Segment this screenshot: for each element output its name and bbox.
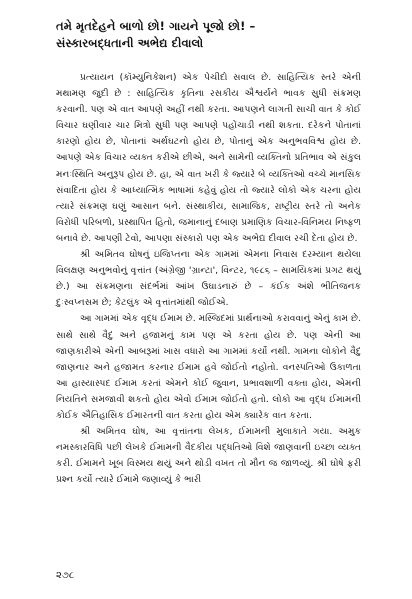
paragraph-2: શ્રી અમિતવ ઘોષનું ઇજિપ્તના એક ગામમાં એમના નિવાસ દરમ્યાન થયેલા વિલક્ષણ અનુભવોનું વૃત્તાંત (અંગ્રેજી 'ગ્રાન્ટા', વિન્ટર, ૧૯૮૬ – સામયિકમાં પ્રગટ થયું છે.) આ સંક્રમણના સંદર્ભમાં આંખ ઉઘાડનારું છે – કંઈક અંશે ભીતિજનક દુઃસ્વપ્નસમ છે; કેટલુંક એ વૃત્તાંતમાંથી જોઈએ. xyxy=(56,249,361,309)
heading-line-1: તમે મૃતદેહને બાળો છો! ગાયને પૂજો છો! – xyxy=(56,19,256,33)
body-text xyxy=(56,70,361,488)
paragraph-4: શ્રી અમિતવ ઘોષ, આ વૃત્તાંતના લેખક, ઈમામની મુલાકાતે ગયા. અમુક નમસ્કારવિધિ પછી લેખકે ઈમામની વૈદકીય પદ્ધતિઓ વિશે જાણવાની ઇચ્છા વ્યક્ત કરી. ઈમામને ખૂબ વિસ્મય થયું અને થોડી વખત તો મૌન જ જાળવ્યું. શ્રી ઘોષે ફરી પ્રશ્ન કર્યો ત્યારે ઈમામે જણાવ્યું કે ભારી xyxy=(56,426,361,486)
chapter-heading xyxy=(56,18,366,52)
paragraph-3: આ ગામમાં એક વૃદ્ધ ઈમામ છે. મસ્જિદમાં પ્રાર્થનાઓ કરાવવાનું એનું કામ છે. સાથે સાથે વૈદું અને હજામનું કામ પણ એ કરતા હોય છે. પણ એની આ જાણકારીએ એની આબરૂમાં ખાસ વધારો આ ગામમાં કર્યો નથી. ગામના લોકોને વૈદું જાણનાર અને હજામત કરનાર ઈમામ હવે જોઈતો નહોતો. વનસ્પતિઓ ઉકાળતા આ હાસ્યાસ્પદ ઈમામ કરતાં એમને કોઈ જુવાન, પ્રભાવશાળી વક્તા હોય, એમની નિયતિને સમજાવી શકતો હોય એવો ઈમામ જોઈતો હતો. લોકો આ વૃદ્ધ ઈમામની કોઈક ઐતિહાસિક ઈમારતની વાત કરતા હોય એમ ક્યારેક વાત કરતા. xyxy=(56,313,361,421)
page-number: ૨૭૮ xyxy=(56,570,75,581)
heading-line-2: સંસ્કારબદ્ધતાની અભેદ્ય દીવાલો xyxy=(56,36,204,50)
paragraph-1: પ્રત્યાયન (કૉમ્યુનિકેશન) એક પેચીદો સવાલ છે. સાહિત્યિક સ્તરે એની મથામણ જુદી છે : સાહિત્યિક કૃતિના રસકીય ઐશ્વર્યને ભાવક સુધી સંક્રમણ કરવાની. પણ એ વાત આપણે અહીં નથી કરતા. આપણને લાગતી સાચી વાત કે કોઈ વિચાર ઘણીવાર ચાર મિત્રો સુધી પણ આપણે પહોંચાડી નથી શકતા. દરેકને પોતાનાં કારણો હોય છે, પોતાનાં અર્થઘટનો હોય છે, પોતાનું એક અનુભવવિશ્વ હોય છે. આપણે એક વિચાર વ્યક્ત કરીએ છીએ, અને સામેની વ્યક્તિનો પ્રતિભાવ એ સંકુલ મનઃસ્થિતિ અનુરૂપ હોય છે. હા, એ વાત ખરી કે જ્યારે બે વ્યક્તિઓ વચ્ચે માનસિક સંવાદિતા હોય કે આધ્યાત્મિક ભાષામાં કહેવું હોય તો જ્યારે લોકો એક ચરના હોય ત્યારે સંક્રમણ ઘણું આસાન બને. સંસ્થાકીય, સામાજિક, રાષ્ટ્રીય સ્તરે તો અનેક વિરોધી પરિબળો, પ્રસ્થાપિત હિતો, જમાનાનું દબાણ પ્રમાણિક વિચાર-વિનિમય નિષ્ફળ બનાવે છે. આપણી ટેવો, આપણા સંસ્કારો પણ એક અભેદ્ય દીવાલ રચી દેતા હોય છે. xyxy=(56,72,361,244)
